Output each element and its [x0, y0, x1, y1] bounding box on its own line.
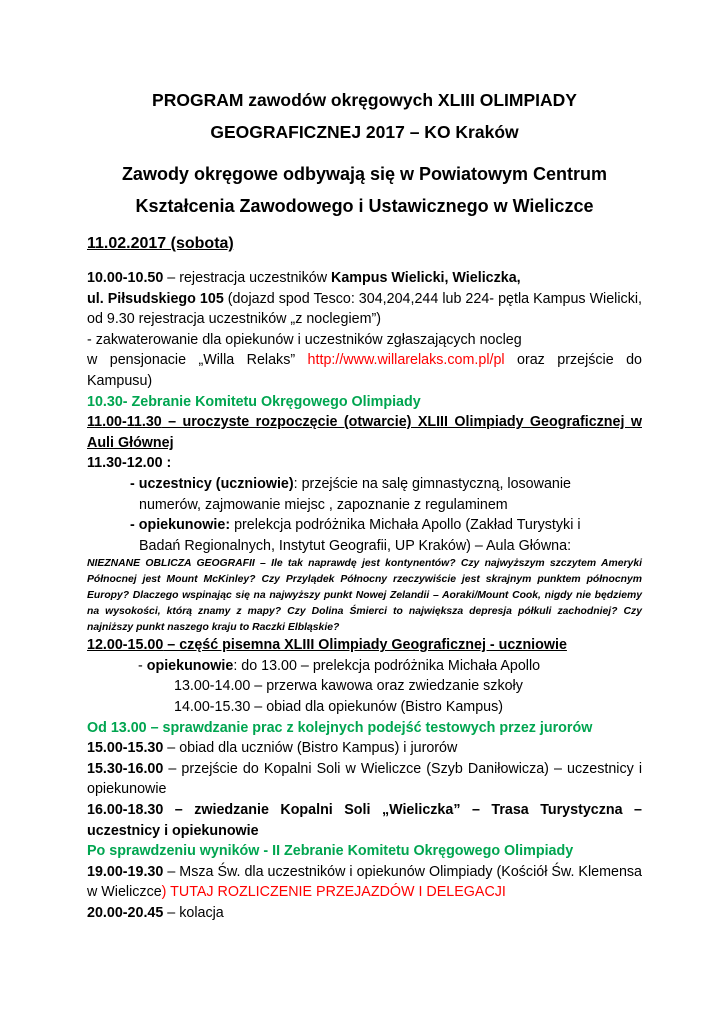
- guardians-dash: -: [138, 657, 147, 674]
- opening-text: – uroczyste rozpoczęcie (otwarcie) XLIII Olimpiady Geograficznej w Auli Głównej: [87, 414, 642, 451]
- dinner-text: – kolacja: [163, 905, 224, 922]
- committee-meeting-1: 10.30- Zebranie Komitetu Okręgowego Olimpiady: [87, 393, 421, 410]
- opening-block: [87, 414, 642, 451]
- program-item-lunch: [87, 738, 642, 759]
- jury-checking: Od 13.00 – sprawdzanie prac z kolejnych podejść testowych przez jurorów: [87, 719, 593, 736]
- mine-tour-text: 16.00-18.30 – zwiedzanie Kopalni Soli „Wieliczka” – Trasa Turystyczna – uczestnicy i opiekunowie: [87, 802, 642, 839]
- time-transfer: 15.30-16.00: [87, 760, 164, 777]
- settlement-notice: ) TUTAJ ROZLICZENIE PRZEJAZDÓW I DELEGACJI: [161, 884, 506, 901]
- mass-text: – Msza Św. dla uczestników i opiekunów Olimpiady (Kościół Św. Klemensa w Wieliczce: [87, 863, 642, 901]
- accommodation-transfer: oraz przejście do Kampusu): [87, 352, 643, 389]
- time-dinner: 20.00-20.45: [87, 905, 164, 922]
- accommodation-details: [87, 350, 642, 391]
- title-line-1: PROGRAM zawodów okręgowych XLIII OLIMPIADY: [152, 90, 577, 110]
- students-activity-2: numerów, zajmowanie miejsc , zapoznanie z regulaminem: [139, 496, 508, 513]
- lecture-description: NIEZNANE OBLICZA GEOGRAFII – Ile tak naprawdę jest kontynentów? Czy najwyższym szczytem Ameryki Północnej jest Mount McKinley? Czy Przylądek Północny rzeczywiście jest skrajnym punktem północnym Europy? Dlaczego wspinając się na najwyższy punkt Nowej Zelandii – Aoraki/Mount Cook, nigdy nie będziemy na wysokości, którą znamy z mapy? Czy Dolina Śmierci to największa depresja półkuli zachodniej? Czy najniższy punkt naszego kraju to Raczki Elbląskie?: [87, 558, 642, 633]
- subtitle-line-1: Zawody okręgowe odbywają się w Powiatowym Centrum: [121, 164, 608, 184]
- program-item-written: [87, 635, 642, 656]
- time-registration: 10.00-10.50: [87, 270, 164, 286]
- time-1130-label: 11.30-12.00 :: [87, 455, 172, 472]
- subtitle-line-2: Kształcenia Zawodowego i Ustawicznego w Wieliczce: [135, 196, 594, 216]
- guardians-activity: [87, 515, 642, 536]
- transfer-text: – przejście do Kopalni Soli w Wieliczce (Szyb Daniłowicza) – uczestnicy i opiekunowie: [87, 760, 642, 798]
- time-mass: 19.00-19.30: [87, 863, 164, 880]
- registration-address: ul. Piłsudskiego 105: [87, 290, 224, 307]
- students-text-1: : przejście na salę gimnastyczną, losowanie: [293, 475, 571, 492]
- event-date: 11.02.2017 (sobota): [87, 235, 234, 252]
- program-item-mine-tour: [87, 800, 642, 841]
- guardians-schedule: [87, 656, 642, 677]
- registration-text: – rejestracja uczestników: [163, 270, 331, 286]
- written-block: [87, 637, 567, 653]
- registration-place: Kampus Wielicki, Wieliczka,: [331, 270, 521, 286]
- time-lunch: 15.00-15.30: [87, 740, 164, 757]
- document-page: [87, 84, 642, 924]
- document-subtitle: [87, 158, 642, 222]
- title-line-2: GEOGRAFICZNEJ 2017 – KO Kraków: [210, 122, 519, 142]
- students-activity: [87, 474, 642, 495]
- program-item-transfer: [87, 759, 642, 800]
- guardians-label-2: opiekunowie: [146, 657, 234, 674]
- program-item-dinner: [87, 903, 642, 924]
- guardians-lunch: 14.00-15.30 – obiad dla opiekunów (Bistro Kampus): [174, 699, 504, 716]
- guardians-label: - opiekunowie:: [130, 517, 231, 534]
- pension-link[interactable]: http://www.willarelaks.com.pl/pl: [307, 352, 505, 369]
- program-item-registration: [87, 268, 642, 330]
- time-1130: [87, 453, 642, 474]
- guardians-text-1: prelekcja podróżnika Michała Apollo (Zakład Turystyki i: [230, 517, 581, 534]
- program-item-opening: [87, 412, 642, 453]
- registration-transport: (dojazd spod Tesco: 304,204,244 lub 224- pętla Kampus Wielicki, od 9.30 rejestracja uczestników „z noclegiem”): [87, 290, 642, 328]
- accommodation-text: - zakwaterowanie dla opiekunów i uczestników zgłaszających nocleg: [87, 331, 522, 348]
- program-item-mass: [87, 862, 642, 903]
- document-title: [87, 84, 642, 148]
- committee-meeting-2: Po sprawdzeniu wyników - II Zebranie Komitetu Okręgowego Olimpiady: [87, 843, 574, 860]
- time-written: 12.00-15.00: [87, 637, 164, 654]
- written-text: – część pisemna XLIII Olimpiady Geograficznej - uczniowie: [163, 637, 567, 654]
- accommodation-pension: w pensjonacie „Willa Relaks”: [87, 352, 308, 369]
- guardians-lecture: : do 13.00 – prelekcja podróżnika Michała Apollo: [233, 657, 541, 674]
- program-body: [87, 268, 642, 924]
- time-opening: 11.00-11.30: [87, 414, 162, 431]
- coffee-break: 13.00-14.00 – przerwa kawowa oraz zwiedzanie szkoły: [174, 678, 523, 695]
- lunch-text: – obiad dla uczniów (Bistro Kampus) i jurorów: [163, 740, 458, 757]
- guardians-activity-2: Badań Regionalnych, Instytut Geografii, UP Kraków) – Aula Główna:: [139, 537, 572, 554]
- students-label: - uczestnicy (uczniowie): [130, 475, 294, 492]
